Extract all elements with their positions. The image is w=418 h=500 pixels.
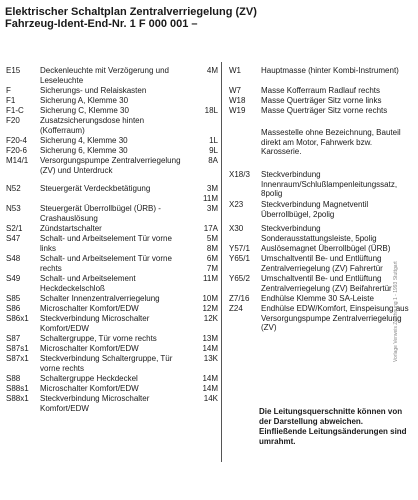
- component-code: S2/1: [6, 224, 23, 233]
- component-description: Schalt- und Arbeitselement Heckdeckelschloß: [40, 274, 136, 293]
- component-code: F20: [6, 116, 20, 125]
- grid-location: 14M: [202, 374, 218, 383]
- component-description: Sicherung 4, Klemme 30: [40, 136, 128, 145]
- component-description: Sicherung 6, Klemme 30: [40, 146, 128, 155]
- component-code: F20-4: [6, 136, 27, 145]
- grid-location: 18L: [204, 106, 218, 115]
- grid-location: 12M: [202, 304, 218, 313]
- component-code: S48: [6, 254, 21, 263]
- component-description: Schalt- und Arbeitselement Tür vorne rechts: [40, 254, 172, 273]
- grid-location: 12K: [203, 314, 218, 323]
- component-description: Steckverbindung Microschalter Komfort/EDW: [40, 314, 150, 333]
- grid-location: 8A: [208, 156, 218, 165]
- component-code: S88s1: [6, 384, 29, 393]
- component-description: Umschaltventil Be- und Entlüftung Zentralverriegelung (ZV) Fahrertür: [261, 254, 383, 273]
- component-description: Schalt- und Arbeitselement Tür vorne links: [40, 234, 172, 253]
- component-description: Masse Querträger Sitz vorne rechts: [261, 106, 388, 115]
- component-description: Deckenleuchte mit Verzögerung und Leseleuchte: [40, 66, 169, 85]
- component-description: Masse Kofferraum Radlauf rechts: [261, 86, 381, 95]
- component-description: Schaltergruppe Heckdeckel: [40, 374, 138, 383]
- component-code: W18: [229, 96, 246, 105]
- grid-location: 17A: [203, 224, 218, 233]
- component-description: Sicherung A, Klemme 30: [40, 96, 129, 105]
- component-description: Endhülse Klemme 30 SA-Leiste: [261, 294, 374, 303]
- grid-location: 13K: [203, 354, 218, 363]
- grid-location: 13M: [202, 334, 218, 343]
- component-code: M14/1: [6, 156, 29, 165]
- component-code: W1: [229, 66, 241, 75]
- grid-location: 14K: [203, 394, 218, 403]
- component-description: Umschaltventil Be- und Entlüftung Zentralverriegelung (ZV) Beifahrertür: [261, 274, 392, 293]
- column-divider: [221, 62, 222, 462]
- component-description: Endhülse EDW/Komfort, Einspeisung aus Versorgungspumpe Zentralverriegelung (ZV): [261, 304, 409, 332]
- grid-location: 10M: [202, 294, 218, 303]
- component-description: Microschalter Komfort/EDW: [40, 384, 139, 393]
- component-code: Y65/1: [229, 254, 250, 263]
- component-description: Sicherung C, Klemme 30: [40, 106, 129, 115]
- component-code: Y65/2: [229, 274, 250, 283]
- component-code: X30: [229, 224, 244, 233]
- component-code: X23: [229, 200, 244, 209]
- component-code: W19: [229, 106, 246, 115]
- component-description: Steckverbindung Sonderausstattungsleiste, 5polig: [261, 224, 377, 243]
- component-code: F1-C: [6, 106, 24, 115]
- component-code: S88x1: [6, 394, 29, 403]
- component-description: Schaltergruppe, Tür vorne rechts: [40, 334, 157, 343]
- component-description: Versorgungspumpe Zentralverriegelung (ZV) und Unterdruck: [40, 156, 181, 175]
- component-description: Massestelle ohne Bezeichnung, Bauteil direkt am Motor, Fahrwerk bzw. Karosserie.: [261, 128, 401, 156]
- component-description: Zusatzsicherungsdose hinten (Kofferraum): [40, 116, 145, 135]
- component-description: Steckverbindung Microschalter Komfort/EDW: [40, 394, 150, 413]
- component-code: E15: [6, 66, 21, 75]
- component-code: S47: [6, 234, 21, 243]
- component-code: X18/3: [229, 170, 250, 179]
- grid-location: 1L: [209, 136, 218, 145]
- grid-location: 9L: [209, 146, 218, 155]
- component-description: Steckverbindung Innenraum/Schlußlampenleitungssatz, 8polig: [261, 170, 398, 198]
- component-description: Steckverbindung Schaltergruppe, Tür vorne rechts: [40, 354, 173, 373]
- cross-section-note: Die Leitungsquerschnitte können von der Darstellung abweichen. Einfließende Leitungsänderungen sind umrahmt.: [259, 407, 407, 446]
- component-description: Microschalter Komfort/EDW: [40, 304, 139, 313]
- grid-location: 5M 8M: [206, 234, 218, 253]
- component-code: N53: [6, 204, 21, 213]
- component-code: W7: [229, 86, 241, 95]
- component-code: F: [6, 86, 11, 95]
- component-code: S87x1: [6, 354, 29, 363]
- component-description: Zündstartschalter: [40, 224, 102, 233]
- component-code: S87s1: [6, 344, 29, 353]
- component-description: Hauptmasse (hinter Kombi-Instrument): [261, 66, 399, 75]
- component-description: Schalter Innenzentralverriegelung: [40, 294, 160, 303]
- component-code: S88: [6, 374, 21, 383]
- component-code: S86: [6, 304, 21, 313]
- component-description: Steuergerät Verdeckbetätigung: [40, 184, 151, 193]
- component-description: Microschalter Komfort/EDW: [40, 344, 139, 353]
- component-description: Masse Querträger Sitz vorne links: [261, 96, 382, 105]
- component-code: S87: [6, 334, 21, 343]
- grid-location: 14M: [202, 344, 218, 353]
- component-description: Sicherungs- und Relaiskasten: [40, 86, 147, 95]
- component-code: S85: [6, 294, 21, 303]
- component-code: F1: [6, 96, 16, 105]
- component-description: Steckverbindung Magnetventil Überrollbügel, 2polig: [261, 200, 369, 219]
- component-description: Auslösemagnet Überrollbügel (ÜRB): [261, 244, 391, 253]
- component-code: Z24: [229, 304, 243, 313]
- component-code: F20-6: [6, 146, 27, 155]
- grid-location: 3M: [206, 204, 218, 213]
- grid-location: 6M 7M: [206, 254, 218, 273]
- grid-location: 14M: [202, 384, 218, 393]
- component-code: Z7/16: [229, 294, 250, 303]
- document-subtitle: Fahrzeug-Ident-End-Nr. 1 F 000 001 –: [5, 18, 198, 30]
- component-description: Steuergerät Überrollbügel (ÜRB) - Crashauslösung: [40, 204, 161, 223]
- side-imprint: Vorlage Verweis Zeichnung 1 - 1993 Stuttgart: [393, 261, 399, 362]
- grid-location: 3M 11M: [203, 184, 218, 203]
- component-code: S49: [6, 274, 21, 283]
- component-code: Y57/1: [229, 244, 250, 253]
- component-code: S86x1: [6, 314, 29, 323]
- grid-location: 4M: [206, 66, 218, 75]
- grid-location: 11M: [203, 274, 218, 283]
- component-code: N52: [6, 184, 21, 193]
- document-title: Elektrischer Schaltplan Zentralverriegelung (ZV): [5, 6, 257, 18]
